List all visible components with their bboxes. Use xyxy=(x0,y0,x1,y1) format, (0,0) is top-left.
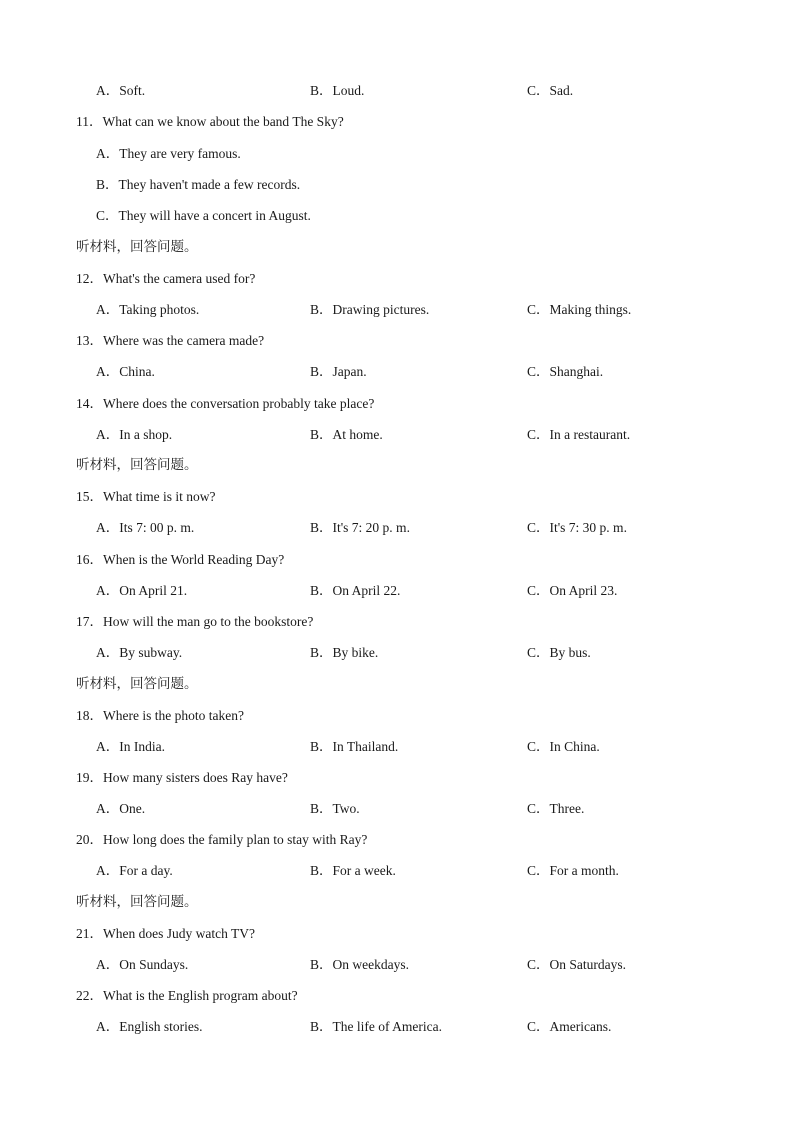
question-row xyxy=(0,112,794,132)
answer-option-a: A．Its 7: 00 p. m. xyxy=(96,520,195,535)
answer-option-c: C．On April 23. xyxy=(527,583,618,598)
question-row xyxy=(0,394,794,414)
answer-option-c: C．It's 7: 30 p. m. xyxy=(527,520,627,535)
question-text: 15．What time is it now? xyxy=(76,489,216,504)
option-row xyxy=(0,81,794,101)
answer-option-c: C．Americans. xyxy=(527,1019,612,1034)
answer-option-a: A．In a shop. xyxy=(96,427,173,442)
answer-option: C．They will have a concert in August. xyxy=(96,208,311,223)
question-text: 18．Where is the photo taken? xyxy=(76,708,244,723)
option-row xyxy=(0,206,794,226)
option-row xyxy=(0,737,794,757)
answer-option-b: B．By bike. xyxy=(310,645,379,660)
question-text: 14．Where does the conversation probably take place? xyxy=(76,396,375,411)
question-text: 19．How many sisters does Ray have? xyxy=(76,770,288,785)
option-row xyxy=(0,581,794,601)
option-row xyxy=(0,799,794,819)
answer-option-a: A．In India. xyxy=(96,739,165,754)
question-text: 16．When is the World Reading Day? xyxy=(76,552,285,567)
question-text: 13．Where was the camera made? xyxy=(76,333,265,348)
section-instruction: 听材料，回答问题。 xyxy=(76,894,198,910)
answer-option-c: C．In a restaurant. xyxy=(527,427,631,442)
answer-option-b: B．In Thailand. xyxy=(310,739,399,754)
answer-option-a: A．English stories. xyxy=(96,1019,203,1034)
section-row xyxy=(0,892,794,912)
question-row xyxy=(0,924,794,944)
answer-option-c: C．Making things. xyxy=(527,302,632,317)
question-row xyxy=(0,986,794,1006)
section-instruction: 听材料，回答问题。 xyxy=(76,676,198,692)
answer-option-b: B．Japan. xyxy=(310,364,367,379)
question-text: 11．What can we know about the band The Sky? xyxy=(76,114,344,129)
answer-option-b: B．Loud. xyxy=(310,83,365,98)
question-text: 17．How will the man go to the bookstore? xyxy=(76,614,314,629)
answer-option-c: C．Sad. xyxy=(527,83,574,98)
option-row xyxy=(0,955,794,975)
option-row xyxy=(0,300,794,320)
answer-option-b: B．For a week. xyxy=(310,863,396,878)
question-text: 22．What is the English program about? xyxy=(76,988,298,1003)
answer-option-a: A．On Sundays. xyxy=(96,957,189,972)
section-row xyxy=(0,674,794,694)
option-row xyxy=(0,175,794,195)
answer-option-b: B．At home. xyxy=(310,427,383,442)
answer-option-b: B．It's 7: 20 p. m. xyxy=(310,520,410,535)
answer-option-a: A．One. xyxy=(96,801,146,816)
answer-option-b: B．Two. xyxy=(310,801,360,816)
question-row xyxy=(0,706,794,726)
option-row xyxy=(0,362,794,382)
option-row xyxy=(0,425,794,445)
answer-option-c: C．On Saturdays. xyxy=(527,957,626,972)
question-row xyxy=(0,331,794,351)
question-row xyxy=(0,550,794,570)
question-text: 20．How long does the family plan to stay with Ray? xyxy=(76,832,368,847)
question-row xyxy=(0,830,794,850)
option-row xyxy=(0,861,794,881)
section-row xyxy=(0,237,794,257)
answer-option-b: B．On April 22. xyxy=(310,583,401,598)
option-row xyxy=(0,1017,794,1037)
answer-option: B．They haven't made a few records. xyxy=(96,177,301,192)
answer-option-a: A．On April 21. xyxy=(96,583,188,598)
section-instruction: 听材料，回答问题。 xyxy=(76,239,198,255)
section-row xyxy=(0,455,794,475)
answer-option-a: A．Soft. xyxy=(96,83,146,98)
question-row xyxy=(0,269,794,289)
answer-option: A．They are very famous. xyxy=(96,146,241,161)
answer-option-a: A．By subway. xyxy=(96,645,183,660)
answer-option-c: C．By bus. xyxy=(527,645,591,660)
answer-option-c: C．Three. xyxy=(527,801,585,816)
answer-option-a: A．For a day. xyxy=(96,863,173,878)
option-row xyxy=(0,144,794,164)
answer-option-a: A．Taking photos. xyxy=(96,302,200,317)
answer-option-b: B．On weekdays. xyxy=(310,957,409,972)
question-row xyxy=(0,612,794,632)
answer-option-b: B．Drawing pictures. xyxy=(310,302,430,317)
option-row xyxy=(0,643,794,663)
question-row xyxy=(0,487,794,507)
answer-option-c: C．In China. xyxy=(527,739,600,754)
option-row xyxy=(0,518,794,538)
question-text: 12．What's the camera used for? xyxy=(76,271,256,286)
answer-option-c: C．For a month. xyxy=(527,863,619,878)
question-row xyxy=(0,768,794,788)
section-instruction: 听材料，回答问题。 xyxy=(76,457,198,473)
question-text: 21．When does Judy watch TV? xyxy=(76,926,255,941)
answer-option-b: B．The life of America. xyxy=(310,1019,442,1034)
answer-option-a: A．China. xyxy=(96,364,155,379)
answer-option-c: C．Shanghai. xyxy=(527,364,604,379)
